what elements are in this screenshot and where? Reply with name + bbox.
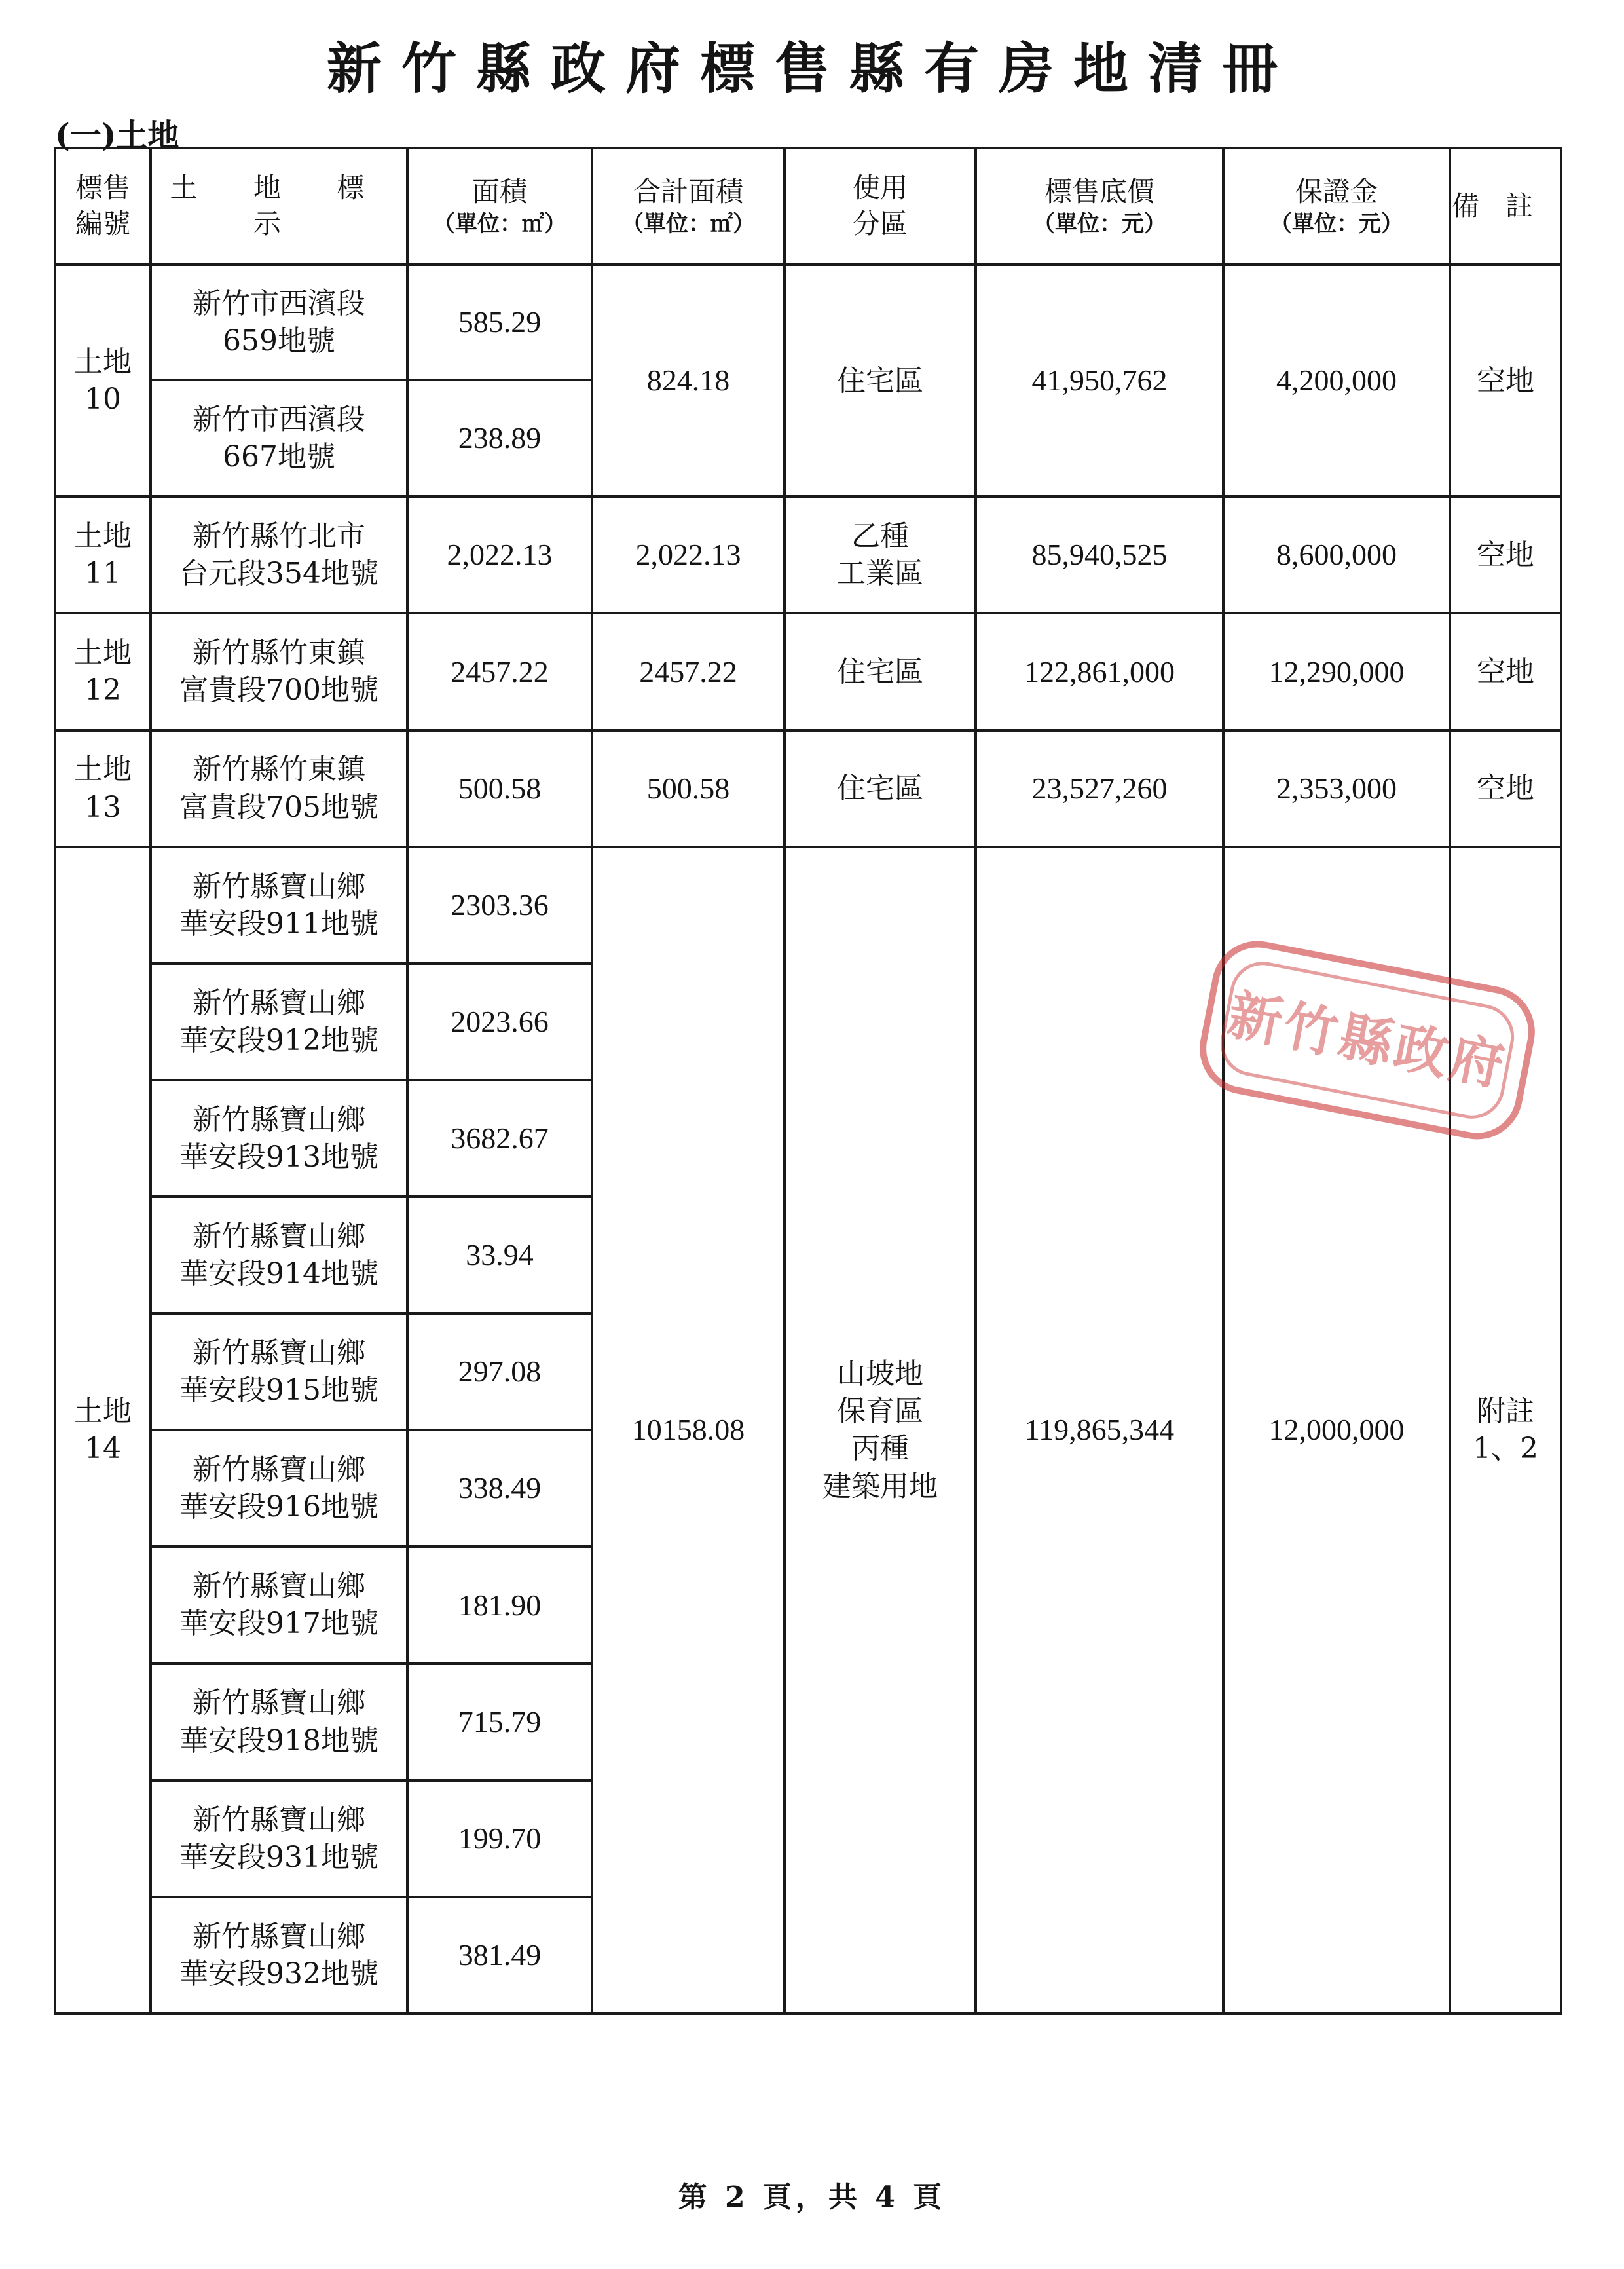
header-zone: 使用 分區 bbox=[784, 148, 976, 265]
header-label: 土 地 標 示 bbox=[151, 148, 407, 265]
table-row bbox=[55, 613, 1561, 730]
parcel-label: 新竹縣寶山鄉 華安段915地號 bbox=[151, 1313, 407, 1430]
parcel-area: 33.94 bbox=[407, 1197, 592, 1313]
parcel-area: 715.79 bbox=[407, 1664, 592, 1780]
lot-base-price: 41,950,762 bbox=[976, 265, 1223, 497]
table-row bbox=[55, 265, 1561, 380]
lot-note: 空地 bbox=[1450, 730, 1561, 847]
lot-deposit: 8,600,000 bbox=[1223, 497, 1450, 613]
lot-zone: 住宅區 bbox=[784, 730, 976, 847]
parcel-label: 新竹縣竹東鎮 富貴段705地號 bbox=[151, 730, 407, 847]
header-deposit: 保證金 （單位：元） bbox=[1223, 148, 1450, 265]
lot-deposit: 12,000,000 bbox=[1223, 847, 1450, 2014]
parcel-area: 199.70 bbox=[407, 1780, 592, 1897]
parcel-area: 2457.22 bbox=[407, 613, 592, 730]
parcel-label: 新竹縣寶山鄉 華安段931地號 bbox=[151, 1780, 407, 1897]
lot-total-area: 824.18 bbox=[592, 265, 784, 497]
header-id: 標售 編號 bbox=[55, 148, 151, 265]
table-row bbox=[55, 730, 1561, 847]
header-note: 備註 bbox=[1450, 148, 1561, 265]
parcel-label: 新竹縣寶山鄉 華安段917地號 bbox=[151, 1547, 407, 1663]
page-title: 新竹縣政府標售縣有房地清冊 bbox=[326, 36, 1297, 101]
lot-base-price: 23,527,260 bbox=[976, 730, 1223, 847]
lot-zone: 山坡地 保育區 丙種 建築用地 bbox=[784, 847, 976, 2014]
parcel-label: 新竹縣竹北市 台元段354地號 bbox=[151, 497, 407, 613]
lot-note: 空地 bbox=[1450, 497, 1561, 613]
lot-base-price: 122,861,000 bbox=[976, 613, 1223, 730]
lot-zone: 住宅區 bbox=[784, 265, 976, 497]
lot-total-area: 500.58 bbox=[592, 730, 784, 847]
header-row bbox=[55, 148, 1561, 265]
lot-note: 附註 1、2 bbox=[1450, 847, 1561, 2014]
header-base-price: 標售底價 （單位：元） bbox=[976, 148, 1223, 265]
parcel-area: 381.49 bbox=[407, 1897, 592, 2014]
lot-id: 土地 14 bbox=[55, 847, 151, 2014]
parcel-label: 新竹市西濱段 659地號 bbox=[151, 265, 407, 380]
lot-zone: 乙種 工業區 bbox=[784, 497, 976, 613]
lot-deposit: 2,353,000 bbox=[1223, 730, 1450, 847]
seal-text: 新竹縣政府 bbox=[1223, 983, 1512, 1099]
table-row bbox=[55, 847, 1561, 964]
lot-id: 土地 12 bbox=[55, 613, 151, 730]
lot-deposit: 12,290,000 bbox=[1223, 613, 1450, 730]
lot-total-area: 2,022.13 bbox=[592, 497, 784, 613]
parcel-area: 2,022.13 bbox=[407, 497, 592, 613]
parcel-label: 新竹縣竹東鎮 富貴段700地號 bbox=[151, 613, 407, 730]
parcel-area: 297.08 bbox=[407, 1313, 592, 1430]
lot-id: 土地 11 bbox=[55, 497, 151, 613]
lot-zone: 住宅區 bbox=[784, 613, 976, 730]
parcel-label: 新竹縣寶山鄉 華安段914地號 bbox=[151, 1197, 407, 1313]
lot-total-area: 2457.22 bbox=[592, 613, 784, 730]
parcel-label: 新竹市西濱段 667地號 bbox=[151, 380, 407, 497]
parcel-label: 新竹縣寶山鄉 華安段916地號 bbox=[151, 1430, 407, 1547]
lot-deposit: 4,200,000 bbox=[1223, 265, 1450, 497]
lot-id: 土地 10 bbox=[55, 265, 151, 497]
parcel-label: 新竹縣寶山鄉 華安段932地號 bbox=[151, 1897, 407, 2014]
lot-note: 空地 bbox=[1450, 613, 1561, 730]
parcel-label: 新竹縣寶山鄉 華安段912地號 bbox=[151, 964, 407, 1080]
parcel-area: 238.89 bbox=[407, 380, 592, 497]
lot-base-price: 85,940,525 bbox=[976, 497, 1223, 613]
parcel-area: 2303.36 bbox=[407, 847, 592, 964]
parcel-area: 500.58 bbox=[407, 730, 592, 847]
lot-id: 土地 13 bbox=[55, 730, 151, 847]
header-total-area: 合計面積 （單位：㎡） bbox=[592, 148, 784, 265]
table-row bbox=[55, 497, 1561, 613]
parcel-area: 2023.66 bbox=[407, 964, 592, 1080]
header-area: 面積 （單位：㎡） bbox=[407, 148, 592, 265]
parcel-label: 新竹縣寶山鄉 華安段911地號 bbox=[151, 847, 407, 964]
lot-total-area: 10158.08 bbox=[592, 847, 784, 2014]
parcel-area: 338.49 bbox=[407, 1430, 592, 1547]
section-heading: (一)土地 bbox=[55, 117, 179, 154]
lot-note: 空地 bbox=[1450, 265, 1561, 497]
parcel-area: 585.29 bbox=[407, 265, 592, 380]
lot-base-price: 119,865,344 bbox=[976, 847, 1223, 2014]
parcel-label: 新竹縣寶山鄉 華安段913地號 bbox=[151, 1080, 407, 1197]
parcel-area: 3682.67 bbox=[407, 1080, 592, 1197]
parcel-label: 新竹縣寶山鄉 華安段918地號 bbox=[151, 1664, 407, 1780]
page-number: 第 2 頁，共 4 頁 bbox=[678, 2181, 946, 2214]
parcel-area: 181.90 bbox=[407, 1547, 592, 1663]
